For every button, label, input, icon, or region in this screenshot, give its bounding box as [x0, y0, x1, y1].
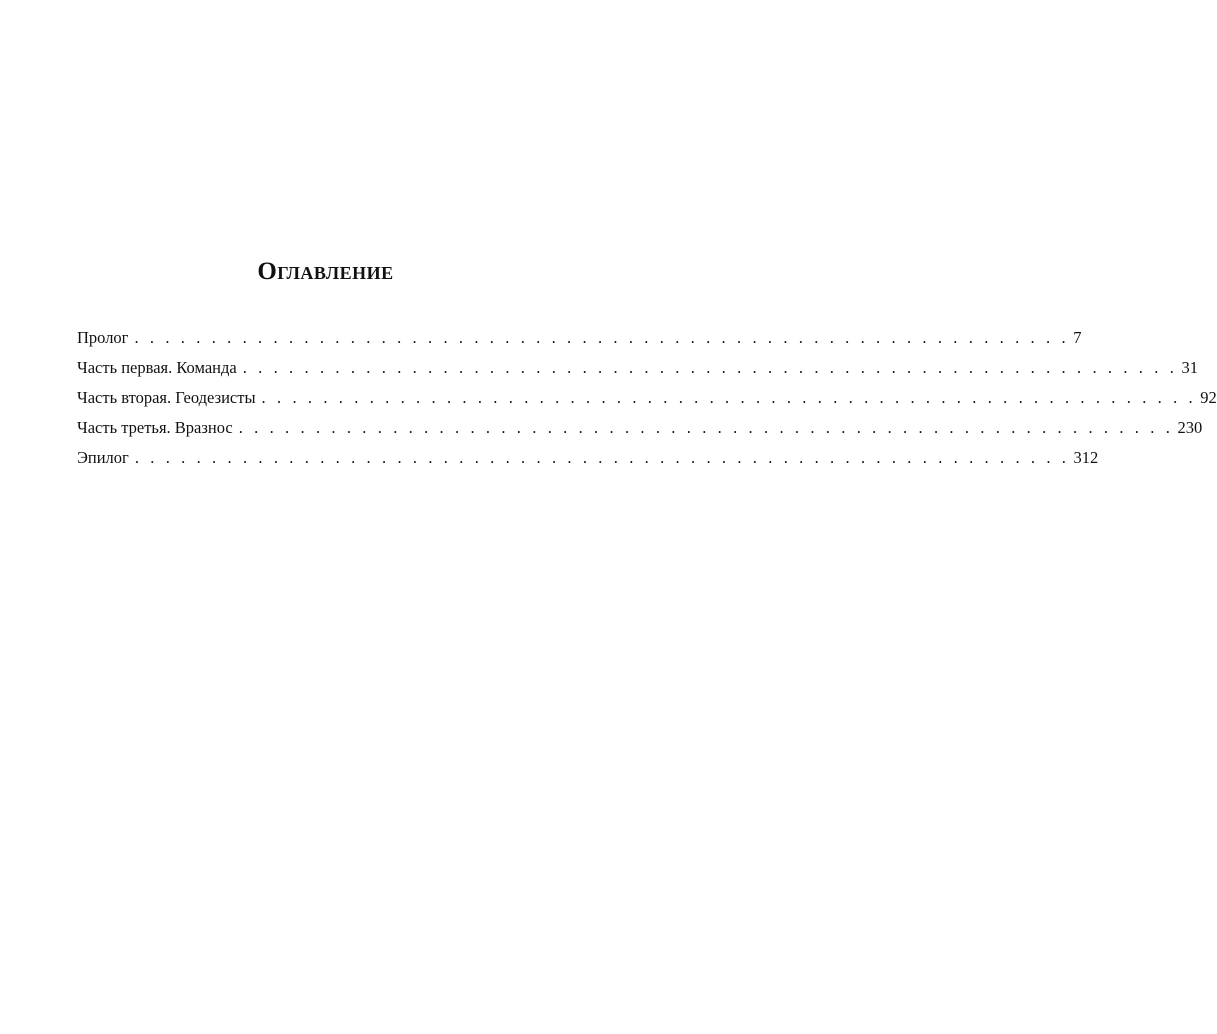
toc-entry-prologue	[77, 323, 1082, 353]
toc-dot-leader: . . . . . . . . . . . . . . . . . . . . . . . . . . . . . . . . . . . . . . . . . . . . . . . . . . . . . . . . . . . . .	[238, 418, 1174, 437]
toc-dot-leader: . . . . . . . . . . . . . . . . . . . . . . . . . . . . . . . . . . . . . . . . . . . . . . . . . . . . . . . . . . . . .	[242, 358, 1178, 377]
toc-dot-leader: . . . . . . . . . . . . . . . . . . . . . . . . . . . . . . . . . . . . . . . . . . . . . . . . . . . . . . . . . . . . .	[261, 388, 1197, 407]
toc-entry-page: 230	[1177, 418, 1203, 437]
toc-entry-label: Эпилог	[77, 448, 129, 467]
toc-entry-part-three	[77, 413, 1203, 443]
toc-entry-page: 312	[1073, 448, 1099, 467]
toc-entry-part-one	[77, 353, 1198, 383]
toc-entry-label: Часть вторая. Геодезисты	[77, 388, 256, 407]
toc-dot-leader: . . . . . . . . . . . . . . . . . . . . . . . . . . . . . . . . . . . . . . . . . . . . . . . . . . . . . . . . . . . . .	[134, 448, 1070, 467]
toc-entry-epilogue	[77, 443, 1099, 473]
toc-title: Оглавление	[257, 258, 394, 285]
toc-entry-page: 31	[1181, 358, 1198, 377]
toc-entry-page: 7	[1073, 328, 1082, 347]
toc-list	[77, 323, 1217, 473]
toc-dot-leader: . . . . . . . . . . . . . . . . . . . . . . . . . . . . . . . . . . . . . . . . . . . . . . . . . . . . . . . . . . . . .	[134, 328, 1070, 347]
toc-entry-page: 92	[1200, 388, 1217, 407]
toc-entry-part-two	[77, 383, 1217, 413]
toc-entry-label: Часть третья. Вразнос	[77, 418, 233, 437]
toc-entry-label: Пролог	[77, 328, 129, 347]
toc-entry-label: Часть первая. Команда	[77, 358, 237, 377]
